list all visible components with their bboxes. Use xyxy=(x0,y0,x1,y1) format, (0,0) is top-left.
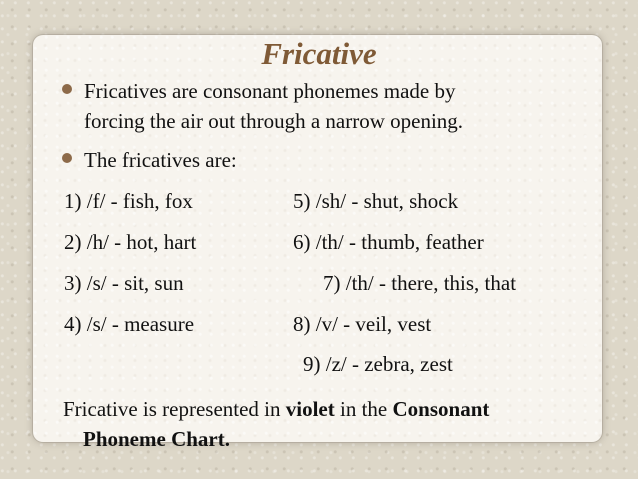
footer-chart-line-2: Phoneme Chart. xyxy=(83,427,230,451)
fricative-item-7: 7) /th/ - there, this, that xyxy=(323,271,517,295)
bullet-definition-line-1: Fricatives are consonant phonemes made by xyxy=(84,79,456,103)
footer-prefix: Fricative is represented in xyxy=(63,397,286,421)
slide-title: Fricative xyxy=(261,36,377,71)
fricative-item-4: 4) /s/ - measure xyxy=(64,312,195,336)
bullet-definition xyxy=(64,76,574,136)
fricative-item-1: 1) /f/ - fish, fox xyxy=(64,189,193,213)
fricative-item-3: 3) /s/ - sit, sun xyxy=(64,271,184,295)
footer-chart-line-1: Consonant xyxy=(392,397,490,421)
fricative-item-9: 9) /z/ - zebra, zest xyxy=(303,352,453,376)
fricative-item-2: 2) /h/ - hot, hart xyxy=(64,230,197,254)
fricative-item-6: 6) /th/ - thumb, feather xyxy=(293,230,484,254)
bullet-definition-line-2: forcing the air out through a narrow opening. xyxy=(84,109,464,133)
footer-middle: in the xyxy=(334,397,393,421)
fricative-item-8: 8) /v/ - veil, vest xyxy=(293,312,432,336)
footer-highlight: violet xyxy=(285,397,335,421)
bullet-list-intro xyxy=(64,145,574,175)
fricative-item-5: 5) /sh/ - shut, shock xyxy=(293,189,459,213)
bullet-list-intro-line: The fricatives are: xyxy=(84,148,237,172)
footer-note xyxy=(63,394,623,454)
